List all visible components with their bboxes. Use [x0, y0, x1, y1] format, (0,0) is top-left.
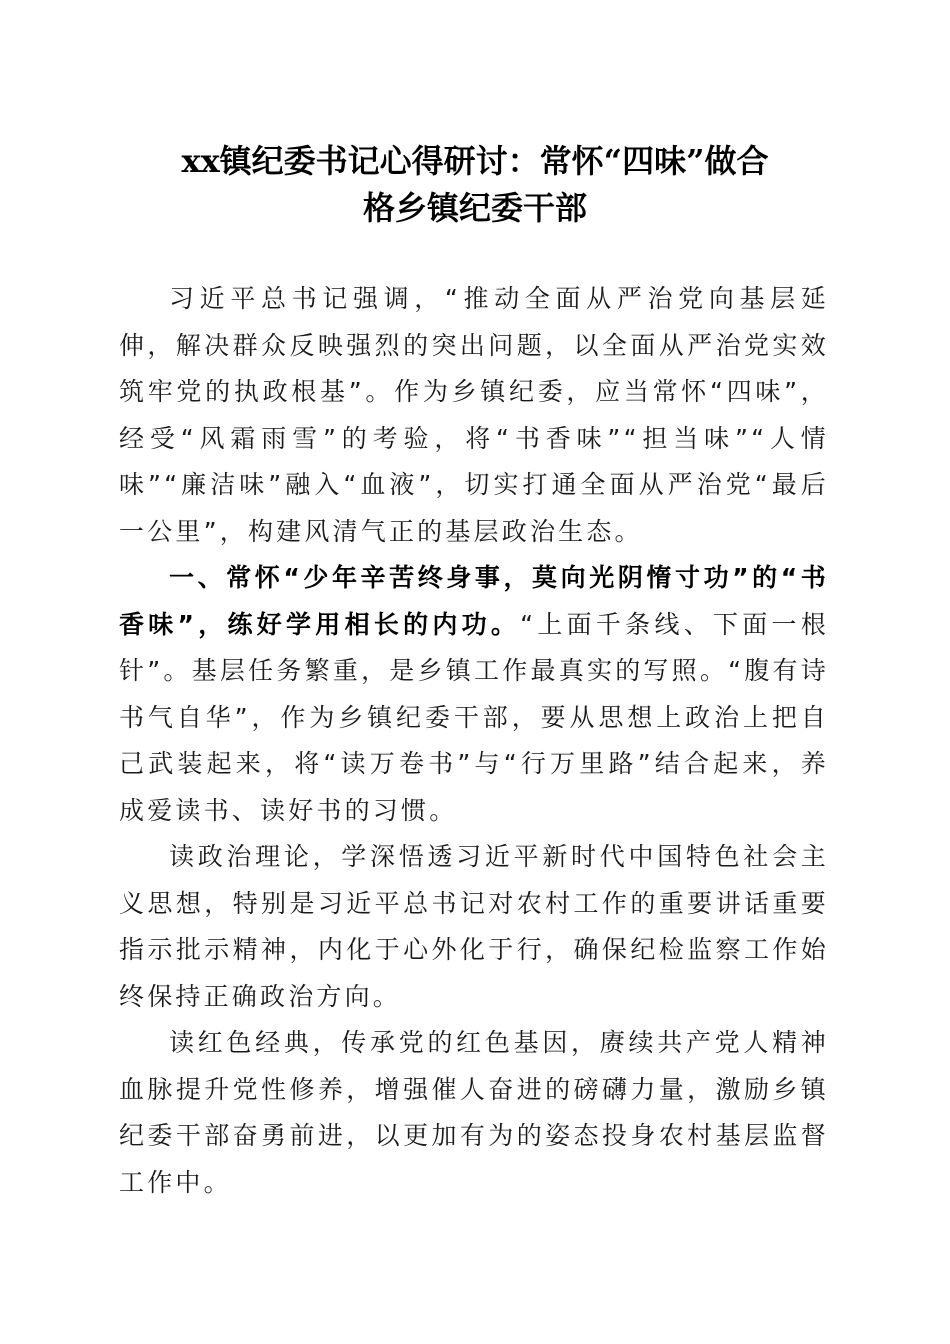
- title-line-1: xx镇纪委书记心得研讨：常怀“四味”做合: [181, 142, 769, 180]
- title-line-2: 格乡镇纪委干部: [362, 189, 587, 227]
- paragraph-text: “上面千条线、下面一根针”。基层任务繁重，是乡镇工作最真实的写照。“腹有诗书气自华”，作为乡镇纪委干部，要从思想上政治上把自己武装起来，将“读万卷书”与“行万里路”结合起来，养成爱读书、读好书的习惯。: [119, 609, 829, 825]
- section-heading: 一、常怀“少年辛苦终身事，莫向光阴惰寸功”的“书香味”，练好学用相长的内功。: [119, 563, 829, 639]
- paragraph-text: 读红色经典，传承党的红色基因，赓续共产党人精神血脉提升党性修养，增强催人奋进的磅礴力量，激励乡镇纪委干部奋勇前进，以更加有为的姿态投身农村基层监督工作中。: [119, 1028, 829, 1197]
- document-title: [100, 138, 850, 232]
- paragraph-political-theory: [119, 834, 829, 1020]
- paragraph-red-classics: [119, 1020, 829, 1206]
- paragraph-text: 习近平总书记强调，“推动全面从严治党向基层延伸，解决群众反映强烈的突出问题，以全面从严治党实效筑牢党的执政根基”。作为乡镇纪委，应当常怀“四味”，经受“风霜雨雪”的考验，将“书香味”“担当味”“人情味”“廉洁味”融入“血液”，切实打通全面从严治党“最后一公里”，构建风清气正的基层政治生态。: [119, 284, 829, 546]
- document-body: [119, 276, 829, 1206]
- paragraph-text: 读政治理论，学深悟透习近平新时代中国特色社会主义思想，特别是习近平总书记对农村工作的重要讲话重要指示批示精神，内化于心外化于行，确保纪检监察工作始终保持正确政治方向。: [119, 842, 829, 1011]
- paragraph-section-1: [119, 555, 829, 834]
- paragraph-intro: [119, 276, 829, 555]
